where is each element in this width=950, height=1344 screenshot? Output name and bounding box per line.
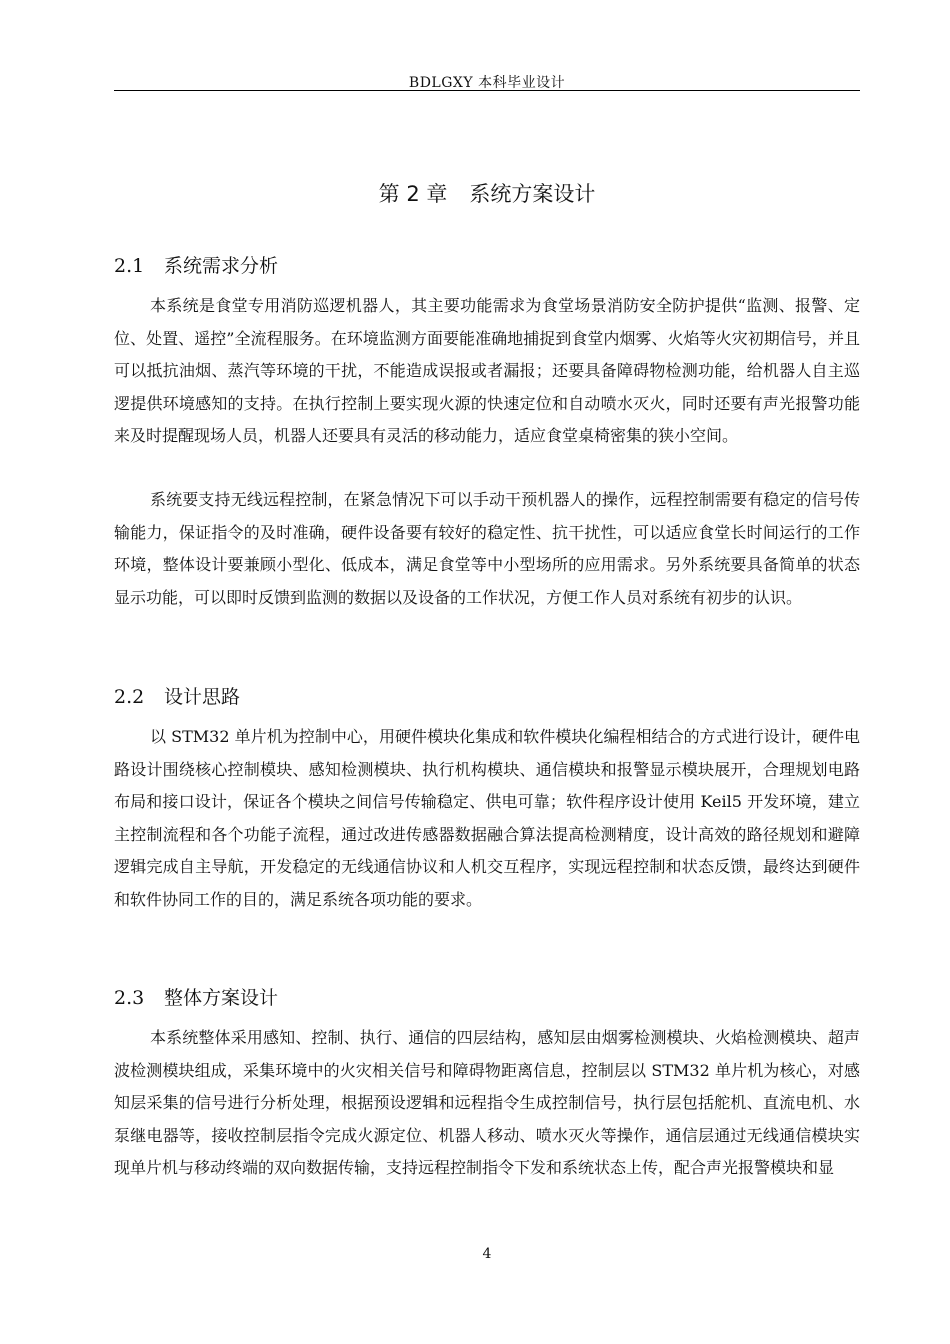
section-heading-2-1 <box>114 251 860 281</box>
chapter-title: 系统方案设计 <box>469 182 596 206</box>
chapter-number: 第 2 章 <box>378 182 448 206</box>
section-number: 2.2 <box>114 686 145 708</box>
chapter-heading <box>114 177 860 211</box>
section-title: 整体方案设计 <box>164 987 279 1009</box>
section-heading-2-2 <box>114 682 860 712</box>
page-number: 4 <box>482 1246 492 1262</box>
section-title: 设计思路 <box>164 686 241 708</box>
paragraph: 系统要支持无线远程控制，在紧急情况下可以手动干预机器人的操作，远程控制需要有稳定的信号传输能力，保证指令的及时准确，硬件设备要有较好的稳定性、抗干扰性，可以适应食堂长时间运行的工作环境，整体设计要兼顾小型化、低成本，满足食堂等中小型场所的应用需求。另外系统要具备简单的状态显示功能，可以即时反馈到监测的数据以及设备的工作状况，方便工作人员对系统有初步的认识。 <box>114 490 860 607</box>
paragraph: 本系统是食堂专用消防巡逻机器人，其主要功能需求为食堂场景消防安全防护提供“监测、报警、定位、处置、遥控”全流程服务。在环境监测方面要能准确地捕捉到食堂内烟雾、火焰等火灾初期信号，并且可以抵抗油烟、蒸汽等环境的干扰，不能造成误报或者漏报；还要具备障碍物检测功能，给机器人自主巡逻提供环境感知的支持。在执行控制上要实现火源的快速定位和自动喷水灭火，同时还要有声光报警功能来及时提醒现场人员，机器人还要具有灵活的移动能力，适应食堂桌椅密集的狭小空间。 <box>114 296 860 445</box>
paragraph: 以 STM32 单片机为控制中心，用硬件模块化集成和软件模块化编程相结合的方式进行设计，硬件电路设计围绕核心控制模块、感知检测模块、执行机构模块、通信模块和报警显示模块展开，合理规划电路布局和接口设计，保证各个模块之间信号传输稳定、供电可靠；软件程序设计使用 Keil5 开发环境，建立主控制流程和各个功能子流程，通过改进传感器数据融合算法提高检测精度，设计高效的路径规划和避障逻辑完成自主导航，开发稳定的无线通信协议和人机交互程序，实现远程控制和状态反馈，最终达到硬件和软件协同工作的目的，满足系统各项功能的要求。 <box>114 727 860 909</box>
section-number: 2.3 <box>114 987 145 1009</box>
section-number: 2.1 <box>114 255 145 277</box>
header-divider <box>114 90 860 91</box>
section-title: 系统需求分析 <box>164 255 279 277</box>
section-heading-2-3 <box>114 983 860 1013</box>
paragraph: 本系统整体采用感知、控制、执行、通信的四层结构，感知层由烟雾检测模块、火焰检测模块、超声波检测模块组成，采集环境中的火灾相关信号和障碍物距离信息，控制层以 STM32 单片机为核心，对感知层采集的信号进行分析处理，根据预设逻辑和远程指令生成控制信号，执行层包括舵机、直流电机、水泵继电器等，接收控制层指令完成火源定位、机器人移动、喷水灭火等操作，通信层通过无线通信模块实现单片机与移动终端的双向数据传输，支持远程控制指令下发和系统状态上传，配合声光报警模块和显 <box>114 1028 860 1177</box>
page-header: BDLGXY 本科毕业设计 <box>408 75 566 91</box>
